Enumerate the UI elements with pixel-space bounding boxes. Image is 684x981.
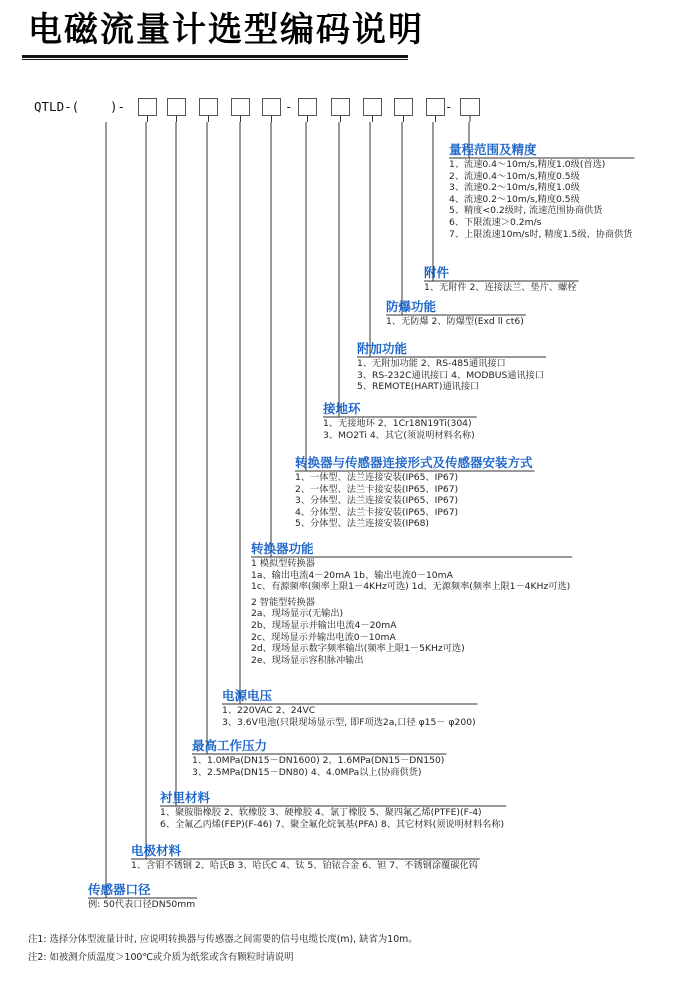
code-paren-close: )- — [110, 99, 126, 114]
section-8 — [222, 688, 476, 728]
section-option: 3、RS-232C通讯接口 4、MODBUS通讯接口 — [357, 369, 545, 381]
section-2 — [424, 265, 576, 294]
section-option: 1、无附加功能 2、RS-485通讯接口 — [357, 358, 506, 369]
section-title: 转换器与传感器连接形式及传感器安装方式 — [295, 455, 533, 470]
code-prefix: QTLD-( — [34, 99, 80, 114]
section-10 — [160, 790, 504, 830]
section-option: 1 模拟型转换器 — [251, 558, 315, 569]
section-option: 7、上限流速10m/s时, 精度1.5级、协商供货 — [449, 228, 633, 240]
section-option: 3、3.6V电池(只限现场显示型, 即F项选2a,口径 φ15－ φ200) — [222, 716, 476, 728]
section-option: 1、一体型、法兰连接安装(IP65、IP67) — [295, 472, 459, 483]
section-option: 2、一体型、法兰卡接安装(IP65、IP67) — [295, 483, 459, 495]
section-option: 5、分体型、法兰连接安装(IP68) — [295, 518, 430, 530]
section-option: 6、下限流速＞0.2m/s — [449, 216, 542, 228]
section-title: 防爆功能 — [386, 299, 437, 314]
section-option: 1、含钼不锈钢 2、哈氏B 3、哈氏C 4、钛 5、铂铱合金 6、钽 7、不锈钢涂覆碳化钨 — [131, 860, 478, 871]
section-title: 电极材料 — [131, 843, 182, 858]
section-option: 1、无接地环 2、1Cr18N19Ti(304) — [323, 418, 472, 429]
section-title: 传感器口径 — [88, 882, 151, 897]
section-11 — [131, 843, 478, 872]
section-option: 1、无防爆 2、防爆型(Exd ll ct6) — [386, 316, 524, 327]
section-option: 2、流速0.4～10m/s,精度0.5级 — [449, 170, 580, 182]
section-option: 1、聚胺脂橡胶 2、软橡胶 3、硬橡胶 4、氯丁橡胶 5、聚四氟乙烯(PTFE)(F-4) — [160, 807, 482, 818]
section-title: 接地环 — [323, 401, 361, 416]
section-option: 4、流速0.2～10m/s,精度0.5级 — [449, 193, 580, 205]
section-option: 4、分体型、法兰卡接安装(IP65、IP67) — [295, 506, 459, 518]
section-title: 最高工作压力 — [192, 738, 268, 753]
code-dash-1: - — [285, 99, 293, 114]
section-option: 2c、现场显示并输出电流0－10mA — [251, 631, 396, 643]
section-3 — [386, 299, 524, 328]
section-option: 6、全氟乙丙烯(FEP)(F-46) 7、聚全氟化烷氧基(PFA) 8、其它材料(须说明材料名称) — [160, 818, 505, 830]
section-option: 3、流速0.2～10m/s,精度1.0级 — [449, 182, 580, 194]
section-option: 3、分体型、法兰连接安装(IP65、IP67) — [295, 495, 459, 507]
section-title: 附件 — [424, 265, 450, 280]
section-9 — [192, 738, 444, 778]
section-option: 3、2.5MPa(DN15－DN80) 4、4.0MPa以上(协商供货) — [192, 766, 422, 778]
section-option: 2e、现场显示容积脉冲输出 — [251, 654, 364, 666]
section-option: 1、1.0MPa(DN15－DN1600) 2、1.6MPa(DN15－DN150) — [192, 755, 445, 766]
section-title: 电源电压 — [222, 688, 273, 703]
section-option: 2a、现场显示(无输出) — [251, 608, 344, 620]
section-5 — [323, 401, 475, 441]
section-option: 5、REMOTE(HART)通讯接口 — [357, 381, 480, 393]
section-12 — [88, 882, 195, 911]
section-option: 1c、有源频率(频率上限1－4KHz可选) 1d、无源频率(频率上限1－4KHz可选) — [251, 581, 571, 593]
page-title: 电磁流量计选型编码说明 — [28, 10, 424, 50]
section-title: 衬里材料 — [160, 790, 211, 805]
section-option: 1、220VAC 2、24VC — [222, 705, 316, 716]
section-option: 3、MO2Ti 4、其它(须说明材料名称) — [323, 429, 475, 441]
note-2: 注2: 如被测介质温度＞100℃或介质为纸浆或含有颗粒时请说明 — [28, 952, 294, 963]
section-title: 附加功能 — [357, 341, 408, 356]
code-dash-2: - — [445, 99, 453, 114]
section-option: 2 智能型转换器 — [251, 596, 315, 608]
section-title: 转换器功能 — [251, 541, 314, 556]
section-option: 例: 50代表口径DN50mm — [88, 899, 196, 910]
section-title: 量程范围及精度 — [449, 142, 537, 157]
section-option: 1、流速0.4～10m/s,精度1.0级(首选) — [449, 159, 606, 170]
section-7 — [251, 541, 570, 666]
section-option: 5、精度<0.2级时, 流速范围协商供货 — [449, 205, 603, 217]
section-option: 1a、输出电流4－20mA 1b、输出电流0－10mA — [251, 569, 453, 581]
section-option: 2b、现场显示并输出电流4－20mA — [251, 619, 397, 631]
section-4 — [357, 341, 544, 393]
section-6 — [295, 455, 533, 530]
section-1 — [449, 142, 632, 240]
section-option: 2d、现场显示数字频率输出(频率上限1－5KHz可选) — [251, 643, 465, 655]
section-option: 1、无附件 2、连接法兰、垫片、螺栓 — [424, 282, 577, 293]
note-1: 注1: 选择分体型流量计时, 应说明转换器与传感器之间需要的信号电缆长度(m), 缺省为10m。 — [28, 934, 418, 945]
